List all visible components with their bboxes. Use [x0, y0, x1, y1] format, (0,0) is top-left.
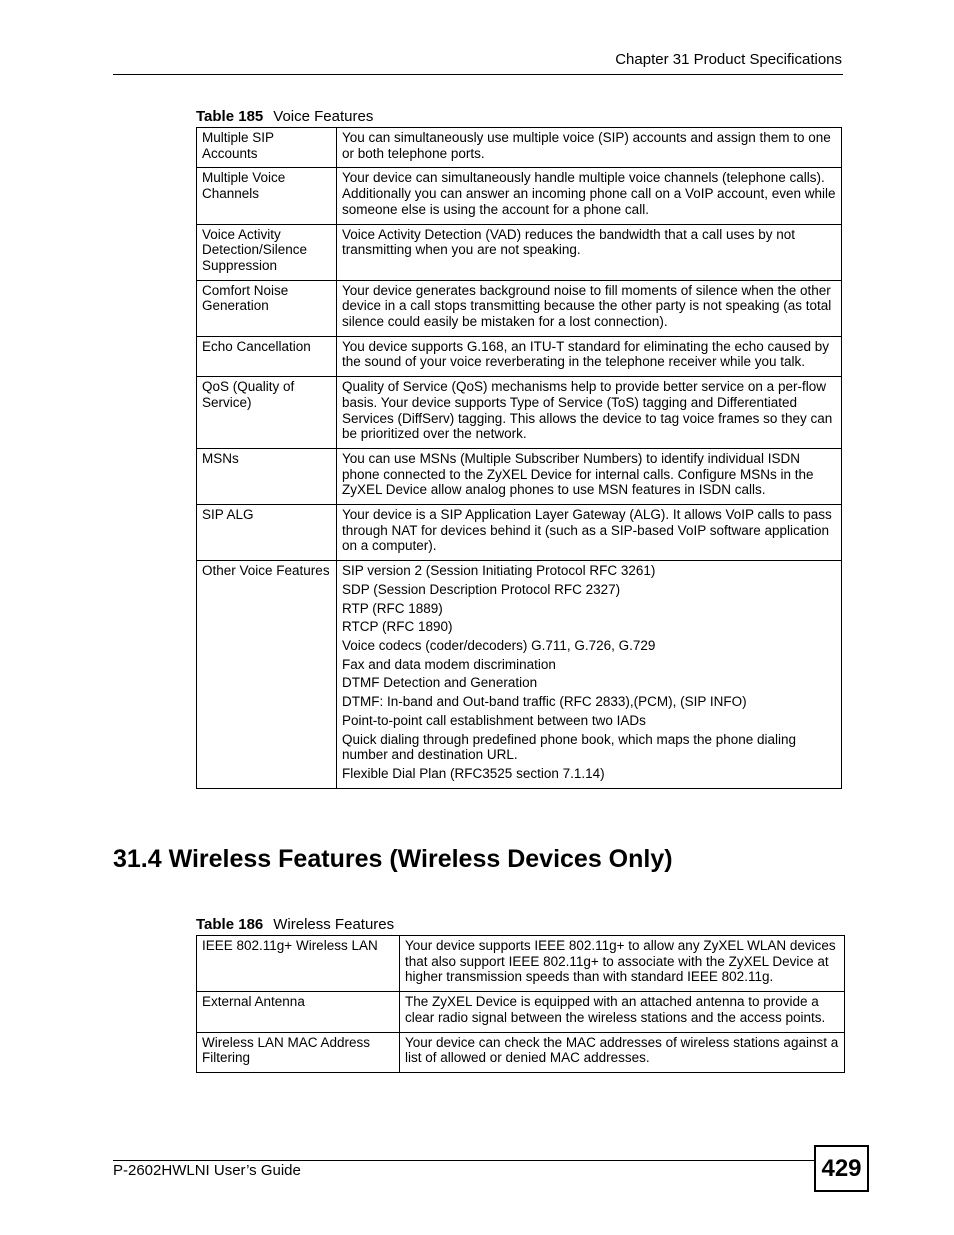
table-row — [197, 224, 842, 280]
description-line: You can simultaneously use multiple voice (SIP) accounts and assign them to one or both telephone ports. — [342, 130, 831, 161]
page-number: 429 — [814, 1145, 869, 1192]
description-line: You device supports G.168, an ITU-T standard for eliminating the echo caused by the sound of your voice reverberating in the telephone receiver while you talk. — [342, 338, 830, 370]
description-line: Flexible Dial Plan (RFC3525 section 7.1.14) — [342, 765, 605, 781]
feature-name-cell: IEEE 802.11g+ Wireless LAN — [197, 936, 400, 992]
table-186-title: Wireless Features — [273, 916, 395, 933]
feature-name-cell: Comfort Noise Generation — [197, 280, 337, 336]
feature-name-cell: QoS (Quality of Service) — [197, 377, 337, 449]
feature-description-cell — [337, 448, 842, 504]
table-row — [197, 1032, 845, 1072]
description-line: Your device is a SIP Application Layer Gateway (ALG). It allows VoIP calls to pass through NAT for devices behind it (such as a SIP-based VoIP software application on a computer). — [342, 507, 832, 554]
footer-divider — [113, 1160, 815, 1161]
feature-description-cell — [337, 377, 842, 449]
description-line: RTP (RFC 1889) — [342, 600, 443, 616]
description-line: Point-to-point call establishment between two IADs — [342, 712, 646, 728]
description-line: Your device supports IEEE 802.11g+ to allow any ZyXEL WLAN devices that also support IEEE 802.11g+ to associate with the ZyXEL Device at higher transmission speeds than with standard IEEE 802.11g. — [405, 938, 836, 985]
table-186-caption — [196, 916, 394, 934]
feature-name-cell: Echo Cancellation — [197, 336, 337, 376]
description-line: You can use MSNs (Multiple Subscriber Numbers) to identify individual ISDN phone connected to the ZyXEL Device for internal calls. Configure MSNs in the ZyXEL Device allow analog phones to use MSN features in ISDN calls. — [342, 450, 814, 498]
feature-description-cell — [337, 224, 842, 280]
table-185-caption — [196, 108, 373, 126]
table-row — [197, 128, 842, 168]
table-186-label: Table 186 — [196, 916, 264, 933]
feature-name-cell: SIP ALG — [197, 505, 337, 561]
table-row — [197, 936, 845, 992]
table-185-label: Table 185 — [196, 108, 264, 125]
feature-name-cell: Multiple Voice Channels — [197, 168, 337, 224]
table-row — [197, 336, 842, 376]
table-row — [197, 377, 842, 449]
feature-name-cell: Multiple SIP Accounts — [197, 128, 337, 168]
feature-description-cell — [337, 336, 842, 376]
description-line: Voice codecs (coder/decoders) G.711, G.726, G.729 — [342, 637, 656, 653]
description-line: DTMF: In-band and Out-band traffic (RFC 2833),(PCM), (SIP INFO) — [342, 694, 747, 710]
description-line: Fax and data modem discrimination — [342, 656, 556, 672]
description-line: SIP version 2 (Session Initiating Protocol RFC 3261) — [342, 563, 656, 579]
table-row — [197, 992, 845, 1032]
feature-description-cell — [400, 936, 845, 992]
description-line: Quick dialing through predefined phone book, which maps the phone dialing number and destination URL. — [342, 731, 797, 763]
description-line: SDP (Session Description Protocol RFC 2327) — [342, 581, 621, 597]
description-line: DTMF Detection and Generation — [342, 675, 538, 691]
guide-name: P-2602HWLNI User’s Guide — [113, 1162, 301, 1179]
description-line: Quality of Service (QoS) mechanisms help to provide better service on a per-flow basis. Your device supports Type of Service (ToS) tagging and Differentiated Services (DiffServ) tagging. This allows the device to tag voice frames so they can be prioritized over the network. — [342, 379, 833, 442]
table-row — [197, 280, 842, 336]
header-divider — [113, 74, 843, 75]
feature-description-cell — [400, 1032, 845, 1072]
description-line: Your device can check the MAC addresses of wireless stations against a list of allowed or denied MAC addresses. — [405, 1034, 839, 1066]
description-line: Your device can simultaneously handle multiple voice channels (telephone calls). Additionally you can answer an incoming phone call on a VoIP account, even while someone else is using the account for a phone call. — [342, 170, 836, 217]
feature-description-cell — [337, 128, 842, 168]
voice-features-table — [196, 127, 842, 789]
feature-description-cell — [337, 505, 842, 561]
feature-name-cell: Other Voice Features — [197, 561, 337, 788]
feature-name-cell: External Antenna — [197, 992, 400, 1032]
feature-description-cell — [400, 992, 845, 1032]
description-line: The ZyXEL Device is equipped with an attached antenna to provide a clear radio signal between the wireless stations and the access points. — [405, 994, 826, 1025]
feature-description-cell — [337, 280, 842, 336]
description-line: Your device generates background noise to fill moments of silence when the other device in a call stops transmitting because the other party is not speaking (as total silence could easily be mistaken for a lost connection). — [342, 282, 832, 330]
table-row — [197, 561, 842, 788]
table-row — [197, 168, 842, 224]
feature-name-cell: Voice Activity Detection/Silence Suppression — [197, 224, 337, 280]
feature-description-cell — [337, 168, 842, 224]
description-line: Voice Activity Detection (VAD) reduces the bandwidth that a call uses by not transmitting when you are not speaking. — [342, 226, 795, 258]
wireless-features-table — [196, 935, 845, 1073]
table-185-title: Voice Features — [273, 108, 374, 125]
chapter-header: Chapter 31 Product Specifications — [615, 51, 842, 68]
feature-name-cell: MSNs — [197, 448, 337, 504]
feature-description-cell — [337, 561, 842, 788]
feature-name-cell: Wireless LAN MAC Address Filtering — [197, 1032, 400, 1072]
table-row — [197, 505, 842, 561]
description-line: RTCP (RFC 1890) — [342, 619, 453, 635]
table-row — [197, 448, 842, 504]
section-heading: 31.4 Wireless Features (Wireless Devices Only) — [113, 845, 673, 873]
